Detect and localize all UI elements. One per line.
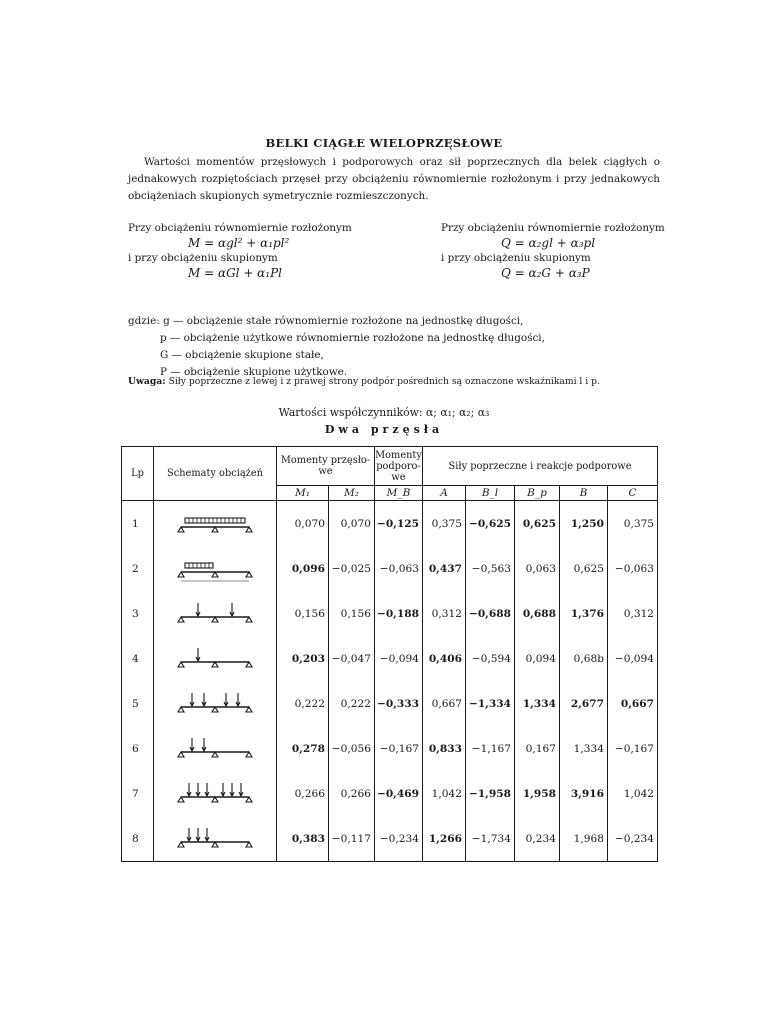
table-row [122,771,658,816]
cell-B: 1,334 [560,726,608,771]
coefficients-title: Wartości współczynników: α; α₁; α₂; α₃ [278,406,490,419]
cell-M1: 0,222 [277,681,329,726]
definitions [128,313,545,381]
cell-M2: −0,117 [329,816,375,862]
header-lp: Lp [122,447,154,501]
table-row [122,591,658,636]
row-lp: 5 [122,681,154,726]
left-formulas [128,222,352,280]
cell-A: 0,437 [423,546,466,591]
left-uniform-label: Przy obciążeniu równomiernie rozłożonym [128,222,352,234]
cell-MB: −0,188 [375,591,423,636]
subheader-C: C [608,486,658,501]
header-support-moments: Momenty podporo-we [375,447,423,486]
cell-C: 0,667 [608,681,658,726]
cell-Bp: 0,063 [515,546,560,591]
cell-MB: −0,234 [375,816,423,862]
cell-MB: −0,125 [375,501,423,547]
subheader-Bl: B_l [466,486,515,501]
cell-MB: −0,469 [375,771,423,816]
beam-diagram-icon [173,554,257,584]
cell-A: 1,042 [423,771,466,816]
shear-uniform-formula: Q = α₂gl + α₃pl [501,236,596,250]
cell-B: 0,68b [560,636,608,681]
load-schema [154,771,277,816]
cell-A: 0,406 [423,636,466,681]
cell-A: 1,266 [423,816,466,862]
cell-Bl: −1,167 [466,726,515,771]
cell-M2: −0,047 [329,636,375,681]
beam-diagram-icon [173,644,257,674]
cell-Bp: 0,094 [515,636,560,681]
cell-B: 0,625 [560,546,608,591]
cell-Bp: 1,334 [515,681,560,726]
cell-M1: 0,266 [277,771,329,816]
cell-B: 1,250 [560,501,608,547]
row-lp: 1 [122,501,154,547]
header-shear-forces: Siły poprzeczne i reakcje podporowe [423,447,658,486]
cell-C: 1,042 [608,771,658,816]
definition-p: p — obciążenie użytkowe równomiernie rozłożone na jednostkę długości, [160,332,545,344]
subheader-M2: M₂ [329,486,375,501]
cell-B: 1,968 [560,816,608,862]
definition-G: G — obciążenie skupione stałe, [160,349,324,361]
intro-paragraph [128,154,660,205]
cell-B: 2,677 [560,681,608,726]
cell-Bl: −0,563 [466,546,515,591]
cell-Bp: 0,688 [515,591,560,636]
row-lp: 8 [122,816,154,862]
right-concentrated-label: i przy obciążeniu skupionym [441,252,591,264]
coefficients-table [121,446,658,862]
cell-A: 0,833 [423,726,466,771]
cell-M1: 0,070 [277,501,329,547]
beam-diagram-icon [173,734,257,764]
right-uniform-label: Przy obciążeniu równomiernie rozłożonym [441,222,665,234]
cell-MB: −0,094 [375,636,423,681]
definitions-lead: gdzie: [128,315,160,327]
row-lp: 6 [122,726,154,771]
cell-M2: 0,266 [329,771,375,816]
spans-subtitle: Dwa przęsła [324,423,444,436]
row-lp: 3 [122,591,154,636]
cell-M1: 0,203 [277,636,329,681]
cell-Bl: −0,594 [466,636,515,681]
cell-M1: 0,383 [277,816,329,862]
note [128,376,600,387]
cell-Bl: −0,688 [466,591,515,636]
table-body [122,501,658,862]
beam-diagram-icon [173,689,257,719]
load-schema [154,501,277,547]
cell-M1: 0,278 [277,726,329,771]
load-schema [154,726,277,771]
header-schema: Schematy obciążeń [154,447,277,501]
row-lp: 7 [122,771,154,816]
cell-B: 1,376 [560,591,608,636]
table-row [122,546,658,591]
subheader-B: B [560,486,608,501]
subheader-Bp: B_p [515,486,560,501]
cell-M2: −0,025 [329,546,375,591]
cell-A: 0,312 [423,591,466,636]
cell-Bp: 0,625 [515,501,560,547]
cell-M1: 0,096 [277,546,329,591]
cell-A: 0,667 [423,681,466,726]
beam-diagram-icon [173,509,257,539]
definition-P: P — obciążenie skupione użytkowe. [160,366,348,378]
table-row [122,501,658,547]
cell-Bl: −0,625 [466,501,515,547]
subheader-A: A [423,486,466,501]
right-formulas [441,222,665,280]
load-schema [154,636,277,681]
page-title: BELKI CIĄGŁE WIELOPRZĘSŁOWE [265,136,503,150]
note-label: Uwaga: [128,376,166,387]
load-schema [154,546,277,591]
beam-diagram-icon [173,599,257,629]
cell-Bl: −1,958 [466,771,515,816]
subheader-M1: M₁ [277,486,329,501]
cell-M2: 0,156 [329,591,375,636]
cell-M1: 0,156 [277,591,329,636]
definition-g [128,313,545,330]
moment-uniform-formula: M = αgl² + α₁pl² [188,236,290,250]
cell-Bl: −1,734 [466,816,515,862]
cell-M2: 0,222 [329,681,375,726]
cell-B: 3,916 [560,771,608,816]
moment-concentrated-formula: M = αGl + α₁Pl [188,266,283,280]
cell-Bp: 1,958 [515,771,560,816]
table-row [122,681,658,726]
shear-concentrated-formula: Q = α₂G + α₃P [501,266,590,280]
cell-C: 0,375 [608,501,658,547]
row-lp: 2 [122,546,154,591]
beam-diagram-icon [173,824,257,854]
table-row [122,816,658,862]
left-concentrated-label: i przy obciążeniu skupionym [128,252,278,264]
intro-text: Wartości momentów przęsłowych i podporowych oraz sił poprzecznych dla belek ciągłych o jednakowych rozpiętościach przęseł przy obciążeniu równomiernie rozłożonym i przy jednakowych obciążeniach skupionych symetrycznie rozmieszczonych. [128,156,660,202]
cell-MB: −0,063 [375,546,423,591]
cell-Bp: 0,167 [515,726,560,771]
cell-Bp: 0,234 [515,816,560,862]
header-span-moments: Momenty przęsło-we [277,447,375,486]
cell-Bl: −1,334 [466,681,515,726]
cell-A: 0,375 [423,501,466,547]
table-row [122,636,658,681]
table-row [122,726,658,771]
cell-M2: −0,056 [329,726,375,771]
definition-g-text: g — obciążenie stałe równomiernie rozłożone na jednostkę długości, [163,315,524,327]
subheader-MB: M_B [375,486,423,501]
cell-MB: −0,333 [375,681,423,726]
cell-C: −0,167 [608,726,658,771]
note-text: Siły poprzeczne z lewej i z prawej strony podpór pośrednich są oznaczone wskaźnikami l i p. [168,376,600,387]
load-schema [154,591,277,636]
beam-diagram-icon [173,779,257,809]
cell-C: 0,312 [608,591,658,636]
cell-C: −0,094 [608,636,658,681]
load-schema [154,816,277,862]
cell-M2: 0,070 [329,501,375,547]
row-lp: 4 [122,636,154,681]
cell-C: −0,063 [608,546,658,591]
cell-C: −0,234 [608,816,658,862]
cell-MB: −0,167 [375,726,423,771]
load-schema [154,681,277,726]
